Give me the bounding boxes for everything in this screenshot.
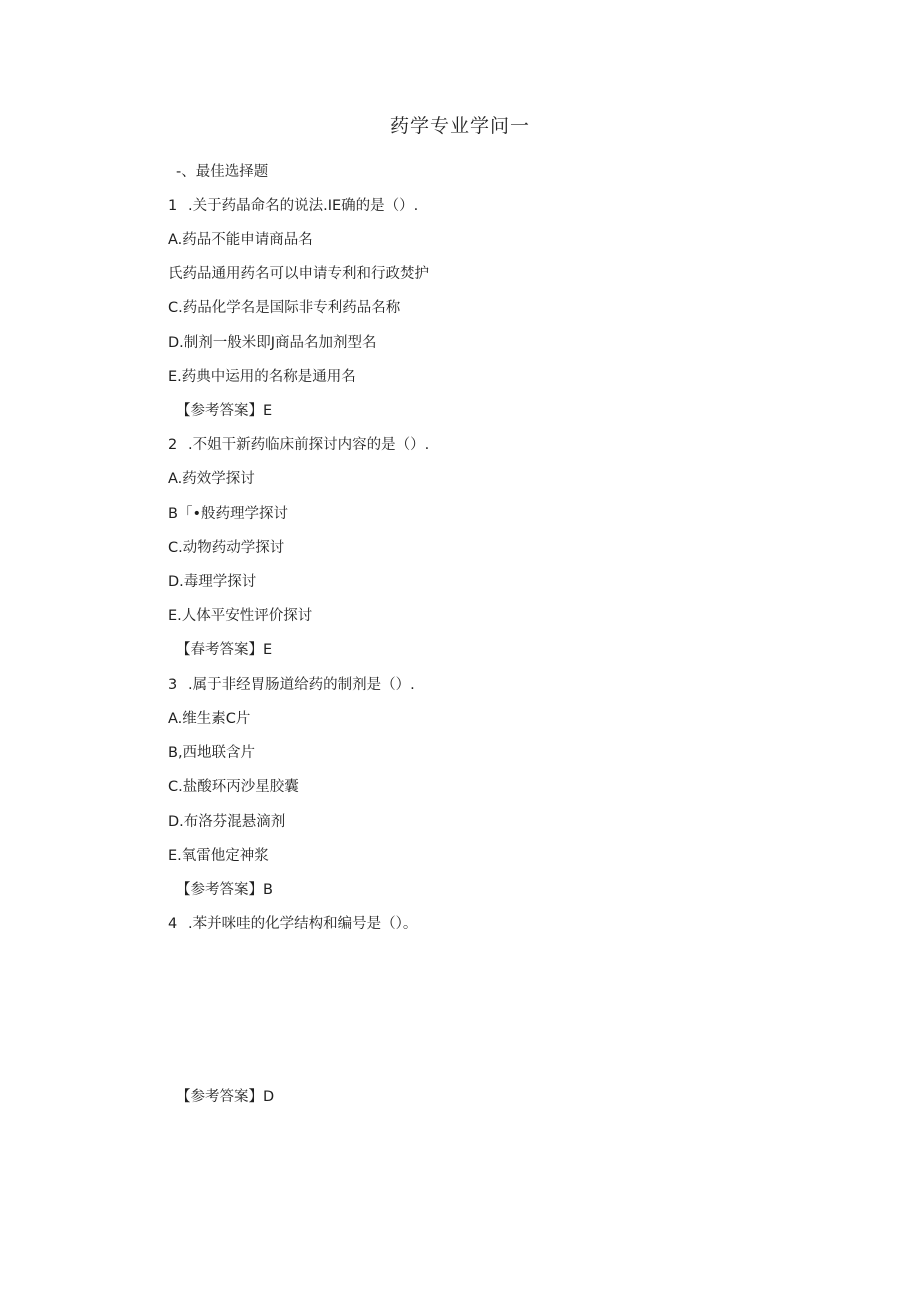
question-3-stem bbox=[168, 675, 415, 695]
question-number: 4 bbox=[168, 916, 178, 932]
question-3-option-c: C.盐酸环丙沙星胶囊 bbox=[168, 779, 299, 795]
question-text: .不姐干新药临床前探讨内容的是（）. bbox=[188, 437, 430, 453]
question-1-option-a: A.药品不能申请商品名 bbox=[168, 232, 313, 248]
document-title: 药学专业学问一 bbox=[389, 115, 530, 137]
question-text: .苯并咪哇的化学结构和编号是（）。 bbox=[188, 916, 418, 932]
question-number: 2 bbox=[168, 437, 178, 453]
question-2-stem bbox=[168, 435, 429, 455]
question-3-option-e: E.氧雷他定神浆 bbox=[168, 848, 269, 864]
question-4-answer: 【参考答案】D bbox=[176, 1089, 275, 1105]
question-number: 1 bbox=[168, 198, 178, 214]
question-1-option-d: D.制剂一般米即J商品名加剂型名 bbox=[168, 335, 377, 351]
question-3-answer: 【参考答案】B bbox=[176, 882, 273, 898]
question-text: .属于非经胃肠道给药的制剂是（）. bbox=[188, 677, 415, 693]
question-2-option-d: D.毒理学探讨 bbox=[168, 574, 257, 590]
question-3-option-a: A.维生素C片 bbox=[168, 711, 251, 727]
question-2-answer: 【春考答案】E bbox=[176, 642, 273, 658]
question-2-option-e: E.人体平安性评价探讨 bbox=[168, 608, 313, 624]
question-2-option-b: B「•般药理学探讨 bbox=[168, 506, 288, 522]
question-1-option-b: 氏药品通用药名可以申请专利和行政焚护 bbox=[168, 266, 429, 282]
section-heading: -、最佳选择题 bbox=[176, 164, 269, 180]
question-1-stem bbox=[168, 196, 418, 216]
question-3-option-d: D.布洛芬混悬滴剂 bbox=[168, 814, 286, 830]
question-1-option-e: E.药典中运用的名称是通用名 bbox=[168, 369, 356, 385]
question-3-option-b: B,西地联含片 bbox=[168, 745, 256, 761]
question-2-option-a: A.药效学探讨 bbox=[168, 471, 255, 487]
question-number: 3 bbox=[168, 677, 178, 693]
question-4-stem bbox=[168, 914, 417, 934]
question-1-answer: 【参考答案】E bbox=[176, 403, 273, 419]
question-1-option-c: C.药品化学名是国际非专利药品名称 bbox=[168, 300, 401, 316]
question-2-option-c: C.动物药动学探讨 bbox=[168, 540, 285, 556]
question-text: .关于药晶命名的说法.IE确的是（）. bbox=[188, 198, 419, 214]
